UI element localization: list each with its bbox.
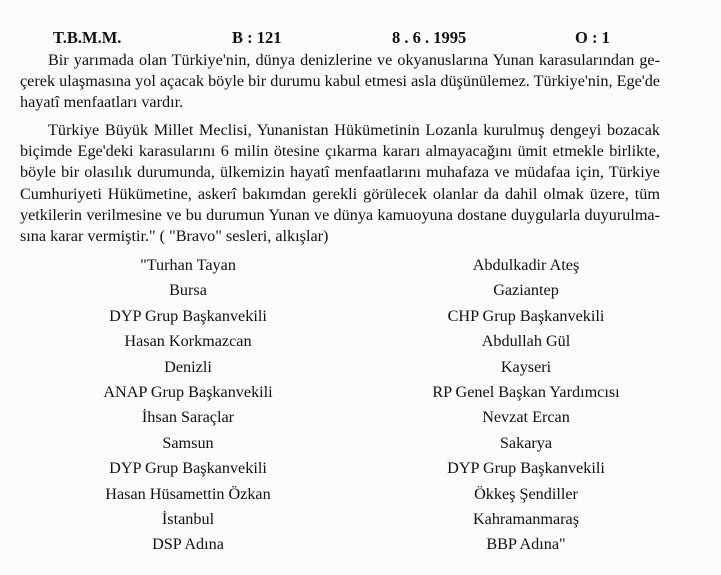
signatory-line: Hasan Korkmazcan [124,332,252,351]
signatory-line: DYP Grup Başkanvekili [109,459,267,478]
signatory-line: CHP Grup Başkanvekili [447,306,605,325]
header-date: 8 . 6 . 1995 [392,28,467,47]
signatory-line: Denizli [164,357,212,376]
signatory-line: Sakarya [499,433,553,452]
signatory-line: DSP Adına [152,535,224,554]
signatory-line: DYP Grup Başkanvekili [109,306,267,325]
header-sitting: O : 1 [575,28,610,47]
signatory-line: İstanbul [161,509,215,528]
signatory-line: Bursa [169,281,207,300]
text-line: yetkilerin verilmesine ve bu durumun Yunan ve dünya kamuoyuna dostane duygularla duyurulma- [20,205,660,224]
page-header [0,28,721,48]
signatory-line: Samsun [162,433,214,452]
text-line: böyle bir olasılık durumunda, ülkemizin hayatî menfaatlarını muhafaza ve müdafaa için, Türkiye [20,163,660,182]
signatory-line: Abdulkadir Ateş [472,256,580,274]
signatory-line: Hasan Hüsamettin Özkan [105,484,271,503]
signatory-line: BBP Adına" [486,535,566,554]
header-institution: T.B.M.M. [53,28,122,47]
signatory-line: Nevzat Ercan [482,408,570,427]
paragraph-2 [20,120,660,247]
signatory-line: Gaziantep [493,281,559,300]
text-line: hayatî menfaatları vardır. [20,93,184,112]
signatory-line: Ökkeş Şendiller [474,484,578,503]
text-line: biçimde Ege'deki karasularını 6 milin ötesine çıkarma kararı almayacağını ümit etmekle birlikte, [20,142,660,161]
signatory-line: İhsan Saraçlar [141,408,235,427]
text-line: Cumhuriyeti Hükümetine, askerî bakımdan gerekli görülecek olanlar da dahil olmak üzere, tüm [20,184,660,203]
signatory-line: Kahramanmaraş [472,509,580,528]
paragraph-1 [20,50,660,114]
signatory-line: RP Genel Başkan Yardımcısı [432,382,620,401]
signatory-line: Kayseri [500,357,552,376]
signatory-line: ANAP Grup Başkanvekili [103,382,273,401]
signatories-left-column [48,253,328,558]
signatory-line: Abdullah Gül [481,332,571,351]
text-line: çerek ulaşmasına yol açacak böyle bir durumu kabul etmesi asla düşünülemez. Türkiye'nin, Ege'de [20,72,660,91]
signatory-line: "Turhan Tayan [140,256,236,274]
header-session: B : 121 [232,28,282,47]
signatories-right-column [386,253,666,558]
text-line: Bir yarımada olan Türkiye'nin, dünya denizlerine ve okyanuslarına Yunan karasularından ge- [48,51,660,69]
text-line: sına karar vermiştir." ( "Bravo" sesleri, alkışlar) [20,227,329,246]
text-line: Türkiye Büyük Millet Meclisi, Yunanistan Hükümetinin Lozanla kurulmuş dengeyi bozacak [48,121,660,139]
signatory-line: DYP Grup Başkanvekili [447,459,605,478]
